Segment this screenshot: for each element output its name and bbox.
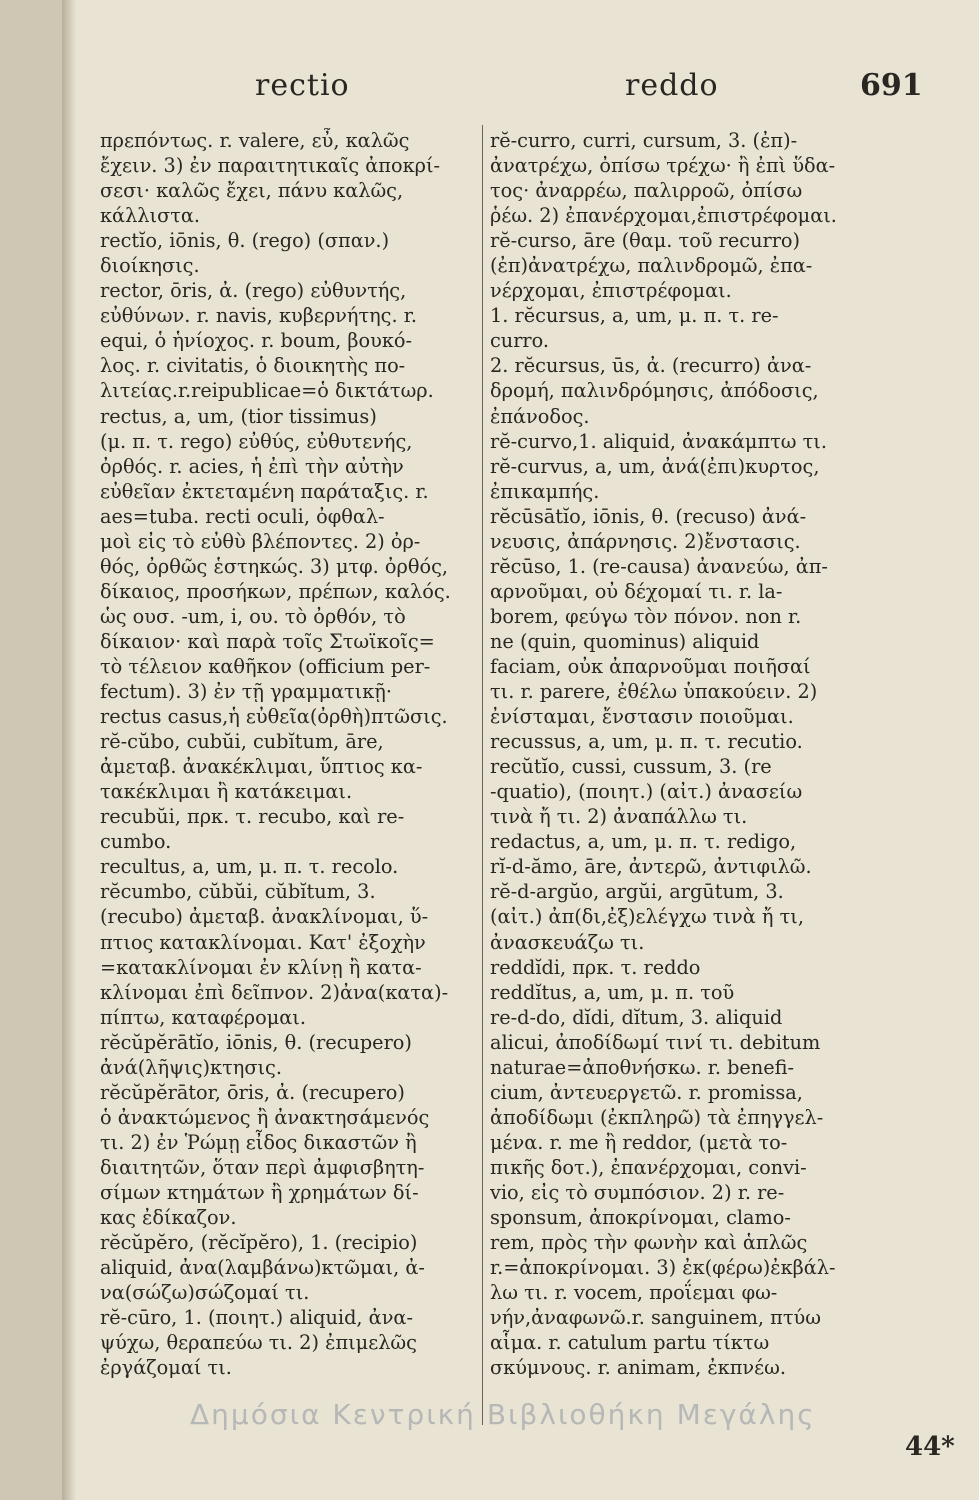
dictionary-line: αἷμα. r. catulum partu τίκτω (490, 1331, 770, 1355)
dictionary-line: rĕcŭpĕrātĭo, iōnis, θ. (recupero) (100, 1030, 412, 1054)
dictionary-line: ἀμεταβ. ἀνακέκλιμαι, ὕπτιος κα- (100, 755, 423, 779)
dictionary-line: fectum). 3) ἐν τῇ γραμματικῇ· (100, 680, 392, 704)
dictionary-line: ἀποδίδωμι (ἐκπληρῶ) τὰ ἐπηγγελ- (490, 1105, 824, 1129)
dictionary-line: σεσι· καλῶς ἔχει, πάνυ καλῶς, (100, 179, 404, 203)
dictionary-line: λιτείας.r.reipublicae=ὁ δικτάτωρ. (100, 379, 434, 403)
dictionary-line: rĕ-cŭbo, cubŭi, cubĭtum, āre, (100, 730, 384, 754)
dictionary-line: τακέκλιμαι ἢ κατάκειμαι. (100, 780, 353, 804)
dictionary-line: rĕ-d-argŭo, argŭi, argūtum, 3. (490, 880, 784, 904)
dictionary-line: δίκαιον· καὶ παρὰ τοῖς Στωϊκοῖς= (100, 629, 435, 653)
header-right-guide-word: reddo (625, 68, 719, 103)
dictionary-line: naturae=ἀποθνήσκω. r. benefi- (490, 1055, 795, 1079)
dictionary-line: 1. rĕcursus, a, um, μ. π. τ. re- (490, 304, 779, 328)
dictionary-line: μοὶ εἰς τὸ εὐθὺ βλέποντες. 2) ὀρ- (100, 529, 421, 553)
dictionary-line: ὀρθός. r. acies, ἡ ἐπὶ τὴν αὐτὴν (100, 454, 404, 478)
dictionary-line: ὁ ἀνακτώμενος ἢ ἀνακτησάμενός (100, 1105, 430, 1129)
dictionary-line: σκύμνους. r. animam, ἐκπνέω. (490, 1356, 786, 1380)
dictionary-line: ἐπάνοδος. (490, 404, 590, 428)
dictionary-line: ῥέω. 2) ἐπανέρχομαι,ἐπιστρέφομαι. (490, 204, 837, 228)
library-watermark: Δημόσια Κεντρική Βιβλιοθήκη Μεγάλης (190, 1398, 816, 1431)
dictionary-line: rĕcŭpĕro, (rĕcĭpĕro), 1. (recipio) (100, 1231, 418, 1255)
dictionary-line: rectus casus,ἡ εὐθεῖα(ὀρθὴ)πτῶσις. (100, 705, 448, 729)
dictionary-line: νέρχομαι, ἐπιστρέφομαι. (490, 279, 732, 303)
dictionary-line: reddĭtus, a, um, μ. π. τοῦ (490, 980, 735, 1004)
dictionary-line: λος. r. civitatis, ὁ διοικητὴς πο- (100, 354, 406, 378)
dictionary-line: θός, ὀρθῶς ἑστηκώς. 3) μτφ. ὀρθός, (100, 554, 448, 578)
signature-mark: 44* (905, 1432, 955, 1462)
dictionary-line: τος· ἀναρρέω, παλιρροῶ, ὀπίσω (490, 179, 803, 203)
dictionary-line: rĕ-cūro, 1. (ποιητ.) aliquid, ἀνα- (100, 1306, 413, 1330)
dictionary-line: =κατακλίνομαι ἐν κλίνῃ ἢ κατα- (100, 955, 422, 979)
dictionary-line: rĕ-curvus, a, um, ἀνά(ἐπι)κυρτος, (490, 454, 820, 478)
page-header (0, 68, 979, 118)
dictionary-line: reddĭdi, πρκ. τ. reddo (490, 955, 701, 979)
dictionary-line: λω τι. r. vocem, προΐεμαι φω- (490, 1281, 778, 1305)
dictionary-line: faciam, οὐκ ἀπαρνοῦμαι ποιῆσαί (490, 654, 811, 678)
dictionary-line: ἔχειν. 3) ἐν παραιτητικαῖς ἀποκρί- (100, 154, 441, 178)
dictionary-line: ἐπικαμπής. (490, 479, 600, 503)
dictionary-line: αρνοῦμαι, οὐ δέχομαί τι. r. la- (490, 579, 783, 603)
dictionary-line: 2. rĕcursus, ūs, ἀ. (recurro) ἀνα- (490, 354, 812, 378)
dictionary-line: ἀνατρέχω, ὀπίσω τρέχω· ἢ ἐπὶ ὕδα- (490, 154, 836, 178)
dictionary-line: δρομή, παλινδρόμησις, ἀπόδοσις, (490, 379, 819, 403)
gutter-shadow (62, 0, 76, 1500)
dictionary-line: ἐνίσταμαι, ἔνστασιν ποιοῦμαι. (490, 705, 794, 729)
dictionary-line: (ἐπ)ἀνατρέχω, παλινδρομῶ, ἐπα- (490, 254, 813, 278)
dictionary-line: νευσις, ἀπάρνησις. 2)ἔνστασις. (490, 529, 801, 553)
dictionary-line: κάλλιστα. (100, 204, 201, 228)
dictionary-line: (αἰτ.) ἀπ(δι,ἐξ)ελέγχω τινὰ ἤ τι, (490, 905, 804, 929)
dictionary-line: πικῆς δοτ.), ἐπανέρχομαι, convi- (490, 1155, 807, 1179)
book-page-edge (0, 0, 70, 1500)
dictionary-line: (recubo) ἀμεταβ. ἀνακλίνομαι, ὕ- (100, 905, 429, 929)
dictionary-line: (μ. π. τ. rego) εὐθύς, εὐθυτενής, (100, 429, 413, 453)
dictionary-line: ὡς ουσ. -um, i, ου. τὸ ὀρθόν, τὸ (100, 604, 406, 628)
dictionary-line: διοίκησις. (100, 254, 200, 278)
dictionary-line: ψύχω, θεραπεύω τι. 2) ἐπιμελῶς (100, 1331, 417, 1355)
dictionary-line: rĕcūsātĭo, iōnis, θ. (recuso) ἀνά- (490, 504, 807, 528)
right-column (490, 128, 960, 1380)
dictionary-line: redactus, a, um, μ. π. τ. redigo, (490, 830, 797, 854)
dictionary-line: -quatio), (ποιητ.) (αἰτ.) ἀνασείω (490, 780, 803, 804)
dictionary-line: re-d-do, dĭdi, dĭtum, 3. aliquid (490, 1005, 783, 1029)
dictionary-line: να(σώζω)σώζομαί τι. (100, 1281, 310, 1305)
dictionary-line: ne (quin, quominus) aliquid (490, 629, 760, 653)
dictionary-line: τινὰ ἤ τι. 2) ἀναπάλλω τι. (490, 805, 748, 829)
dictionary-line: vio, εἰς τὸ συμπόσιον. 2) r. re- (490, 1180, 785, 1204)
dictionary-line: rĕcūso, 1. (re-causa) ἀνανεύω, ἀπ- (490, 554, 828, 578)
dictionary-line: recubŭi, πρκ. τ. recubo, καὶ re- (100, 805, 405, 829)
header-left-guide-word: rectio (255, 68, 350, 103)
dictionary-line: borem, φεύγω τὸν πόνον. non r. (490, 604, 802, 628)
dictionary-line: ἀνά(λῆψις)κτησις. (100, 1055, 282, 1079)
dictionary-line: τι. r. parere, ἐθέλω ὑπακούειν. 2) (490, 680, 818, 704)
dictionary-line: εὐθύνων. r. navis, κυβερνήτης. r. (100, 304, 417, 328)
dictionary-line: cumbo. (100, 830, 172, 854)
dictionary-line: κλίνομαι ἐπὶ δεῖπνον. 2)ἀνα(κατα)- (100, 980, 449, 1004)
dictionary-line: κας ἐδίκαζον. (100, 1206, 237, 1230)
dictionary-line: aes=tuba. recti oculi, ὀφθαλ- (100, 504, 385, 528)
dictionary-line: alicui, ἀποδίδωμί τινί τι. debitum (490, 1030, 821, 1054)
dictionary-line: rĕcumbo, cŭbŭi, cŭbĭtum, 3. (100, 880, 376, 904)
dictionary-line: curro. (490, 329, 550, 353)
dictionary-line: recŭtĭo, cussi, cussum, 3. (re (490, 755, 772, 779)
dictionary-line: rem, πρὸς τὴν φωνὴν καὶ ἁπλῶς (490, 1231, 808, 1255)
dictionary-line: recussus, a, um, μ. π. τ. recutio. (490, 730, 803, 754)
dictionary-line: πτιος κατακλίνομαι. Κατ' ἐξοχὴν (100, 930, 426, 954)
dictionary-line: rĕ-curso, āre (θαμ. τοῦ recurro) (490, 229, 801, 253)
dictionary-line: rĕcŭpĕrātor, ōris, ἀ. (recupero) (100, 1080, 405, 1104)
dictionary-line: πίπτω, καταφέρομαι. (100, 1005, 306, 1029)
dictionary-line: rector, ōris, ἀ. (rego) εὐθυντής, (100, 279, 407, 303)
dictionary-line: rĕ-curro, curri, cursum, 3. (ἐπ)- (490, 129, 798, 152)
dictionary-line: aliquid, ἀνα(λαμβάνω)κτῶμαι, ἀ- (100, 1256, 425, 1280)
dictionary-line: ἀνασκευάζω τι. (490, 930, 645, 954)
dictionary-line: τὸ τέλειον καθῆκον (officium per- (100, 654, 431, 678)
dictionary-line: νήν,ἀναφωνῶ.r. sanguinem, πτύω (490, 1306, 821, 1330)
dictionary-line: πρεπόντως. r. valere, εὖ, καλῶς (100, 129, 410, 152)
dictionary-line: cium, ἀντευεργετῶ. r. promissa, (490, 1080, 803, 1104)
dictionary-line: sponsum, ἀποκρίνομαι, clamo- (490, 1206, 791, 1230)
dictionary-line: διαιτητῶν, ὅταν περὶ ἀμφισβητη- (100, 1155, 425, 1179)
dictionary-line: τι. 2) ἐν Ῥώμῃ εἶδος δικαστῶν ἢ (100, 1130, 417, 1154)
dictionary-line: εὐθεῖαν ἐκτεταμένη παράταξις. r. (100, 479, 429, 503)
dictionary-line: equi, ὁ ἡνίοχος. r. boum, βουκό- (100, 329, 413, 353)
dictionary-line: δίκαιος, προσήκων, πρέπων, καλός. (100, 579, 451, 603)
dictionary-line: ἐργάζομαί τι. (100, 1356, 232, 1380)
dictionary-line: σίμων κτημάτων ἢ χρημάτων δί- (100, 1180, 419, 1204)
page-number: 691 (860, 68, 923, 103)
dictionary-line: recultus, a, um, μ. π. τ. recolo. (100, 855, 399, 879)
dictionary-line: r.=ἀποκρίνομαι. 3) ἐκ(φέρω)ἐκβάλ- (490, 1256, 836, 1280)
dictionary-line: μένα. r. me ἢ reddor, (μετὰ το- (490, 1130, 788, 1154)
left-column (100, 128, 475, 1380)
dictionary-line: rĭ-d-ămo, āre, ἀντερῶ, ἀντιφιλῶ. (490, 855, 812, 879)
dictionary-line: rectĭo, iōnis, θ. (rego) (σπαν.) (100, 229, 390, 253)
dictionary-line: rĕ-curvo,1. aliquid, ἀνακάμπτω τι. (490, 429, 827, 453)
column-divider (482, 125, 483, 1425)
dictionary-line: rectus, a, um, (tior tissimus) (100, 404, 377, 428)
